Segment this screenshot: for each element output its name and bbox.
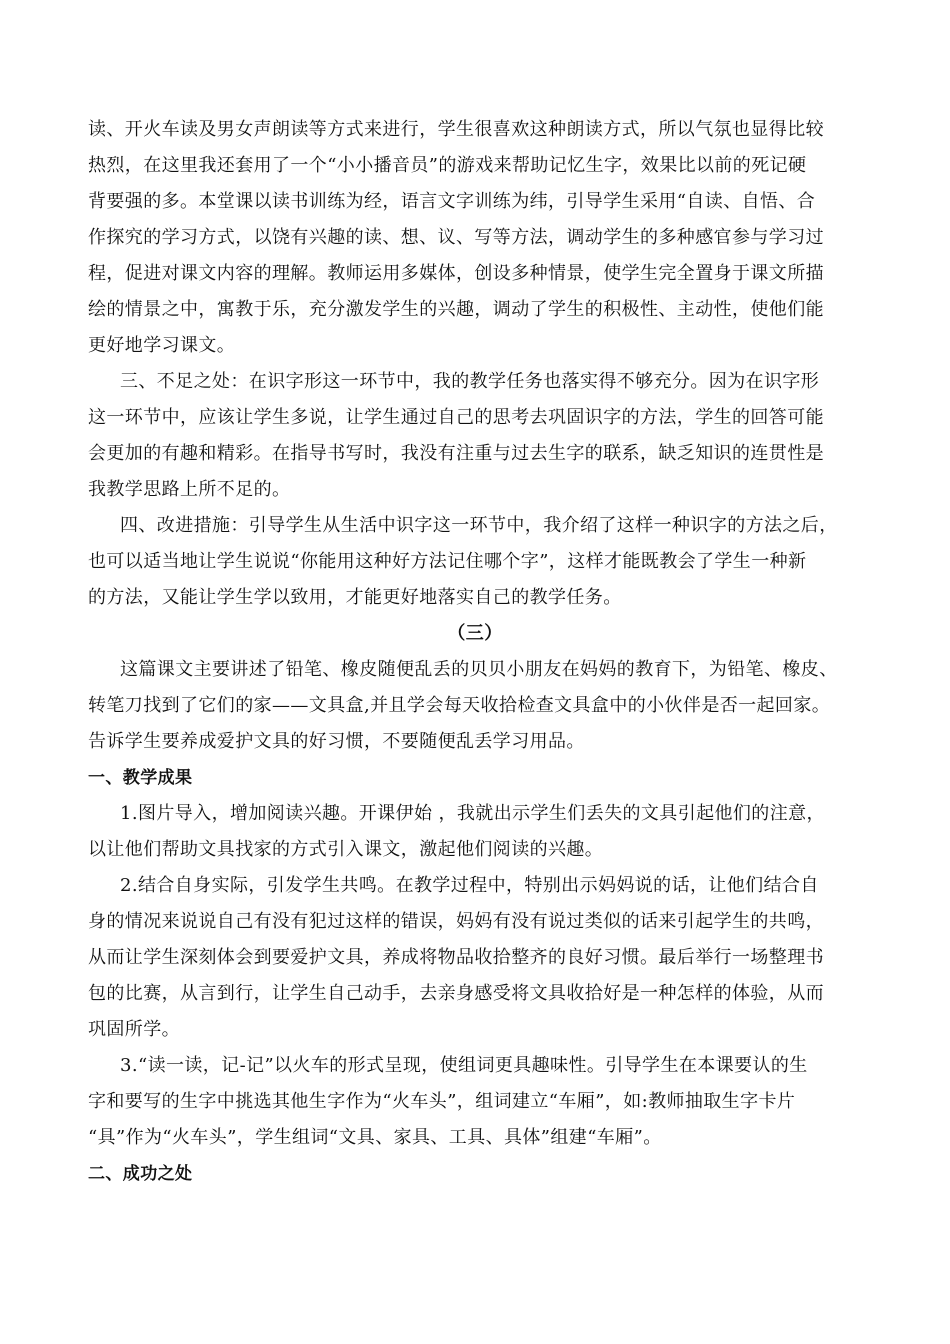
body-line: 绘的情景之中，寓教于乐，充分激发学生的兴趣，调动了学生的积极性、主动性，使他们能 [88, 299, 824, 320]
body-line: 包的比赛，从言到行，让学生自己动手，去亲身感受将文具收拾好是一种怎样的体验，从而 [88, 983, 824, 1004]
section-paragraph-start: 三、不足之处：在识字形这一环节中，我的教学任务也落实得不够充分。因为在识字形 [120, 371, 820, 392]
heading-success-points: 二、成功之处 [88, 1164, 193, 1184]
body-line: 以让他们帮助文具找家的方式引入课文，激起他们阅读的兴趣。 [88, 839, 604, 860]
body-line: 转笔刀找到了它们的家——文具盒,并且学会每天收拾检查文具盒中的小伙伴是否一起回家。 [88, 695, 831, 716]
body-line: 巩固所学。 [88, 1019, 180, 1040]
body-line: 这一环节中，应该让学生多说，让学生通过自己的思考去巩固识字的方法，学生的回答可能 [88, 407, 824, 428]
list-item-3: 3.“读一读，记-记”以火车的形式呈现，使组词更具趣味性。引导学生在本课要认的生 [120, 1055, 808, 1076]
section-title: （三） [447, 623, 503, 644]
body-line: 热烈，在这里我还套用了一个“小小播音员”的游戏来帮助记忆生字，效果比以前的死记硬 [88, 155, 807, 176]
list-item-2: 2.结合自身实际，引发学生共鸣。在教学过程中，特别出示妈妈说的话，让他们结合自 [120, 875, 819, 896]
body-line: 身的情况来说说自己有没有犯过这样的错误，妈妈有没有说过类似的话来引起学生的共鸣， [88, 911, 824, 932]
body-line: 我教学思路上所不足的。 [88, 479, 291, 500]
section-paragraph-start: 四、改进措施：引导学生从生活中识字这一环节中，我介绍了这样一种识字的方法之后， [120, 515, 838, 536]
body-line: 程，促进对课文内容的理解。教师运用多媒体，创设多种情景，使学生完全置身于课文所描 [88, 263, 824, 284]
body-line: 更好地学习课文。 [88, 335, 236, 356]
body-line: 字和要写的生字中挑选其他生字作为“火车头”，组词建立“车厢”，如:教师抽取生字卡片 [88, 1091, 796, 1112]
body-line: 背要强的多。本堂课以读书训练为经，语言文字训练为纬，引导学生采用“自读、自悟、合 [88, 191, 816, 212]
list-item-1: 1.图片导入，增加阅读兴趣。开课伊始 ，我就出示学生们丢失的文具引起他们的注意， [120, 803, 825, 824]
body-line: 告诉学生要养成爱护文具的好习惯，不要随便乱丢学习用品。 [88, 731, 585, 752]
body-line: 读、开火车读及男女声朗读等方式来进行，学生很喜欢这种朗读方式，所以气氛也显得比较 [88, 119, 824, 140]
body-line: 会更加的有趣和精彩。在指导书写时，我没有注重与过去生字的联系，缺乏知识的连贯性是 [88, 443, 824, 464]
body-line: 作探究的学习方式，以饶有兴趣的读、想、议、写等方法，调动学生的多种感官参与学习过 [88, 227, 824, 248]
body-line: 也可以适当地让学生说说“你能用这种好方法记住哪个字”，这样才能既教会了学生一种新 [88, 551, 807, 572]
heading-teaching-results: 一、教学成果 [88, 768, 193, 788]
body-line: 的方法，又能让学生学以致用，才能更好地落实自己的教学任务。 [88, 587, 622, 608]
paragraph-start: 这篇课文主要讲述了铅笔、橡皮随便乱丢的贝贝小朋友在妈妈的教育下，为铅笔、橡皮、 [120, 659, 838, 680]
body-line: “具”作为“火车头”，学生组词“文具、家具、工具、具体”组建“车厢”。 [88, 1127, 662, 1148]
body-line: 从而让学生深刻体会到要爱护文具，养成将物品收拾整齐的良好习惯。最后举行一场整理书 [88, 947, 824, 968]
